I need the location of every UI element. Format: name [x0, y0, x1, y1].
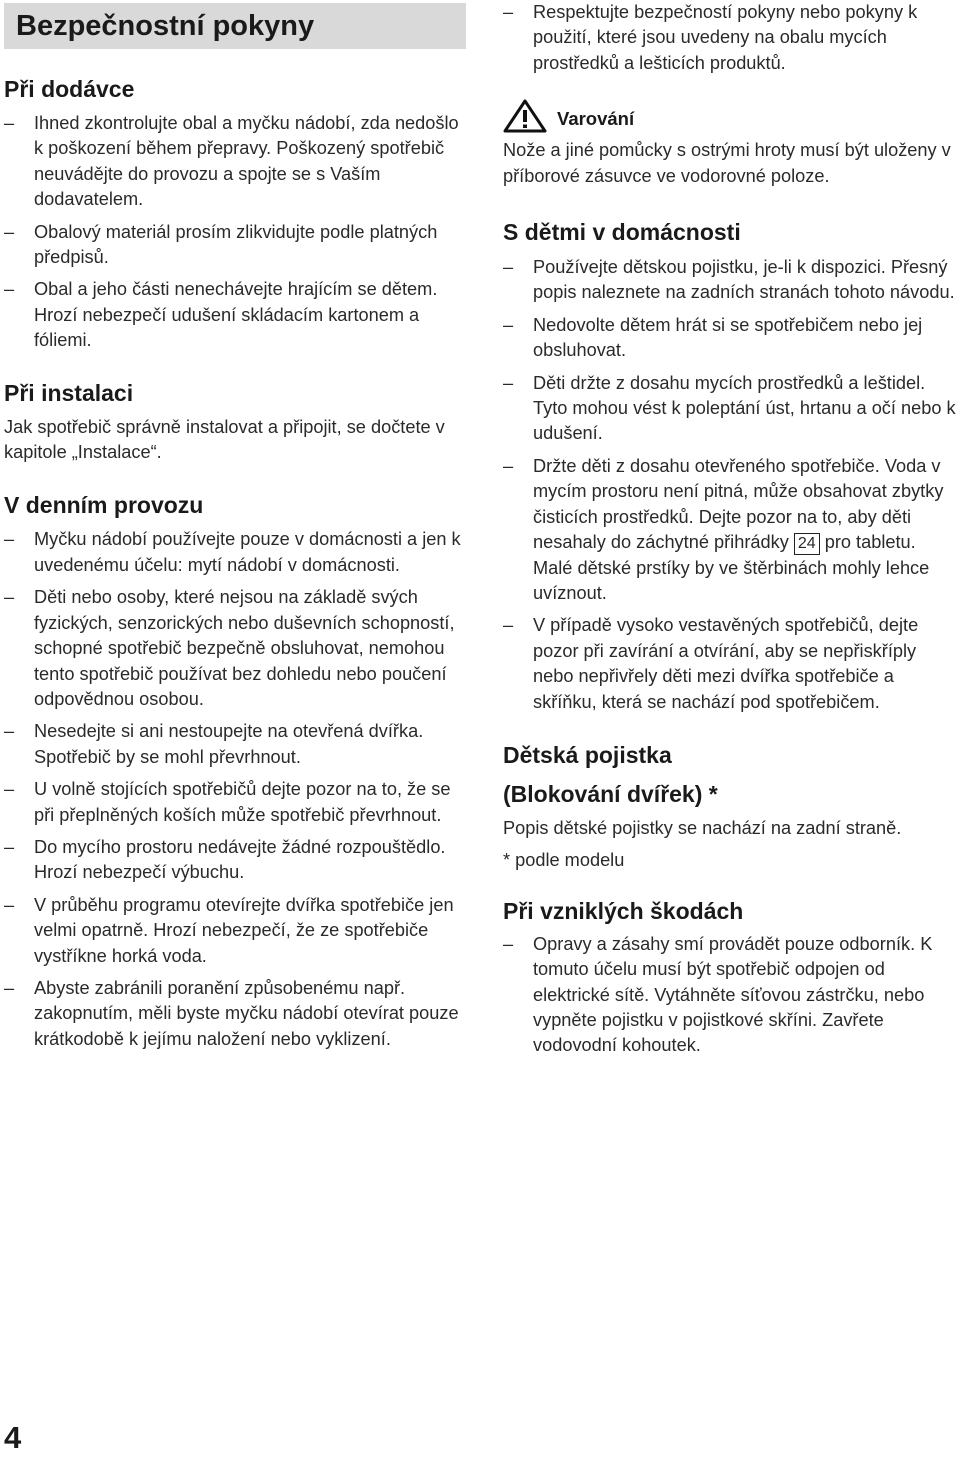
- list-item: – Opravy a zásahy smí provádět pouze odborník. K tomuto účelu musí být spotřebič odpojen od elektrické sítě. Vytáhněte síťovou zástrčku, nebo vypněte pojistku v pojistkové skříni. Zavřete vodovodní kohoutek.: [503, 932, 960, 1059]
- warning-header: [503, 99, 960, 138]
- list-item: [503, 454, 960, 606]
- list-daily: [4, 527, 466, 1052]
- list-daily-continued: [503, 0, 960, 76]
- list-item: – Nedovolte dětem hrát si se spotřebičem nebo jej obsluhovat.: [503, 313, 960, 364]
- list-item: – V případě vysoko vestavěných spotřebičů, dejte pozor při zavírání a otvírání, aby se nepřiskříply nebo nepřivřely děti mezi dvířka spotřebiče a skříňku, která se nachází pod spotřebičem.: [503, 613, 960, 715]
- list-children: [503, 255, 960, 715]
- page-number: 4: [4, 1420, 22, 1455]
- child-lock-text: Popis dětské pojistky se nachází na zadní straně.: [503, 817, 902, 838]
- list-item: – Abyste zabránili poranění způsobenému např. zakopnutím, měli byste myčku nádobí otevírat pouze krátkodobě k jejímu naložení nebo vyklizení.: [4, 976, 466, 1052]
- list-item: – Děti držte z dosahu mycích prostředků a leštidel. Tyto mohou vést k poleptání úst, hrtanu a očí nebo k udušení.: [503, 371, 960, 447]
- item-text: Držte děti z dosahu otevřeného spotřebiče. Voda v mycím prostoru není pitná, může obsahovat zbytky čisticích prostředků. Dejte pozor na to, aby děti nesahaly do záchytné přihrádky: [533, 455, 944, 553]
- page-title: Bezpečnostní pokyny: [4, 3, 466, 49]
- reference-number-box: 24: [794, 533, 820, 555]
- heading-children: S dětmi v domácnosti: [503, 219, 741, 246]
- list-delivery: [4, 111, 466, 354]
- list-item: – Obal a jeho části nenechávejte hrajícím se dětem. Hrozí nebezpečí udušení skládacím kartonem a fóliemi.: [4, 277, 466, 353]
- item-text: pro tabletu. Malé dětské prstíky by ve štěrbinách mohly lehce uvíznout.: [533, 532, 930, 603]
- heading-installation: Při instalaci: [4, 379, 134, 406]
- list-item: – Používejte dětskou pojistku, je-li k dispozici. Přesný popis naleznete na zadních stranách tohoto návodu.: [503, 255, 960, 306]
- heading-delivery: Při dodávce: [4, 76, 135, 102]
- heading-daily: V denním provozu: [4, 492, 204, 519]
- list-item: – Obalový materiál prosím zlikvidujte podle platných předpisů.: [4, 220, 466, 271]
- list-item: – Respektujte bezpečností pokyny nebo pokyny k použití, které jsou uvedeny na obalu mycích prostředků a lešticích produktů.: [503, 0, 960, 76]
- heading-door-lock: (Blokování dvířek) *: [503, 780, 718, 807]
- installation-text: Jak spotřebič správně instalovat a připojit, se dočtete v kapitole „Instalace“.: [4, 416, 445, 463]
- warning-block: [503, 99, 960, 189]
- list-item: – Nesedejte si ani nestoupejte na otevřená dvířka. Spotřebič by se mohl převrhnout.: [4, 719, 466, 770]
- list-item: – Ihned zkontrolujte obal a myčku nádobí, zda nedošlo k poškození během přepravy. Poškozený spotřebič neuvádějte do provozu a spojte se s Vaším dodavatelem.: [4, 111, 466, 213]
- list-item: – Do mycího prostoru nedávejte žádné rozpouštědlo. Hrozí nebezpečí výbuchu.: [4, 835, 466, 886]
- right-column: [503, 0, 960, 1059]
- warning-label: Varování: [557, 107, 635, 129]
- warning-triangle-icon: [503, 99, 557, 138]
- left-column: [4, 0, 466, 1052]
- heading-child-lock: Dětská pojistka: [503, 741, 672, 768]
- list-item: – V průběhu programu otevírejte dvířka spotřebiče jen velmi opatrně. Hrozí nebezpečí, že ze spotřebiče vystříkne horká voda.: [4, 893, 466, 969]
- model-note: * podle modelu: [503, 850, 625, 871]
- list-item: – U volně stojících spotřebičů dejte pozor na to, že se při přeplněných koších může spotřebič převrhnout.: [4, 777, 466, 828]
- heading-damage: Při vzniklých škodách: [503, 897, 744, 924]
- list-item: – Myčku nádobí používejte pouze v domácnosti a jen k uvedenému účelu: mytí nádobí v domácnosti.: [4, 527, 466, 578]
- list-damage: [503, 932, 960, 1059]
- warning-text: Nože a jiné pomůcky s ostrými hroty musí být uloženy v příborové zásuvce ve vodorovné poloze.: [503, 140, 951, 186]
- list-item: – Děti nebo osoby, které nejsou na základě svých fyzických, senzorických nebo duševních schopností, schopné spotřebič bezpečně obsluhovat, nemohou tento spotřebič používat bez dohledu nebo poučení odpovědnou osobou.: [4, 585, 466, 712]
